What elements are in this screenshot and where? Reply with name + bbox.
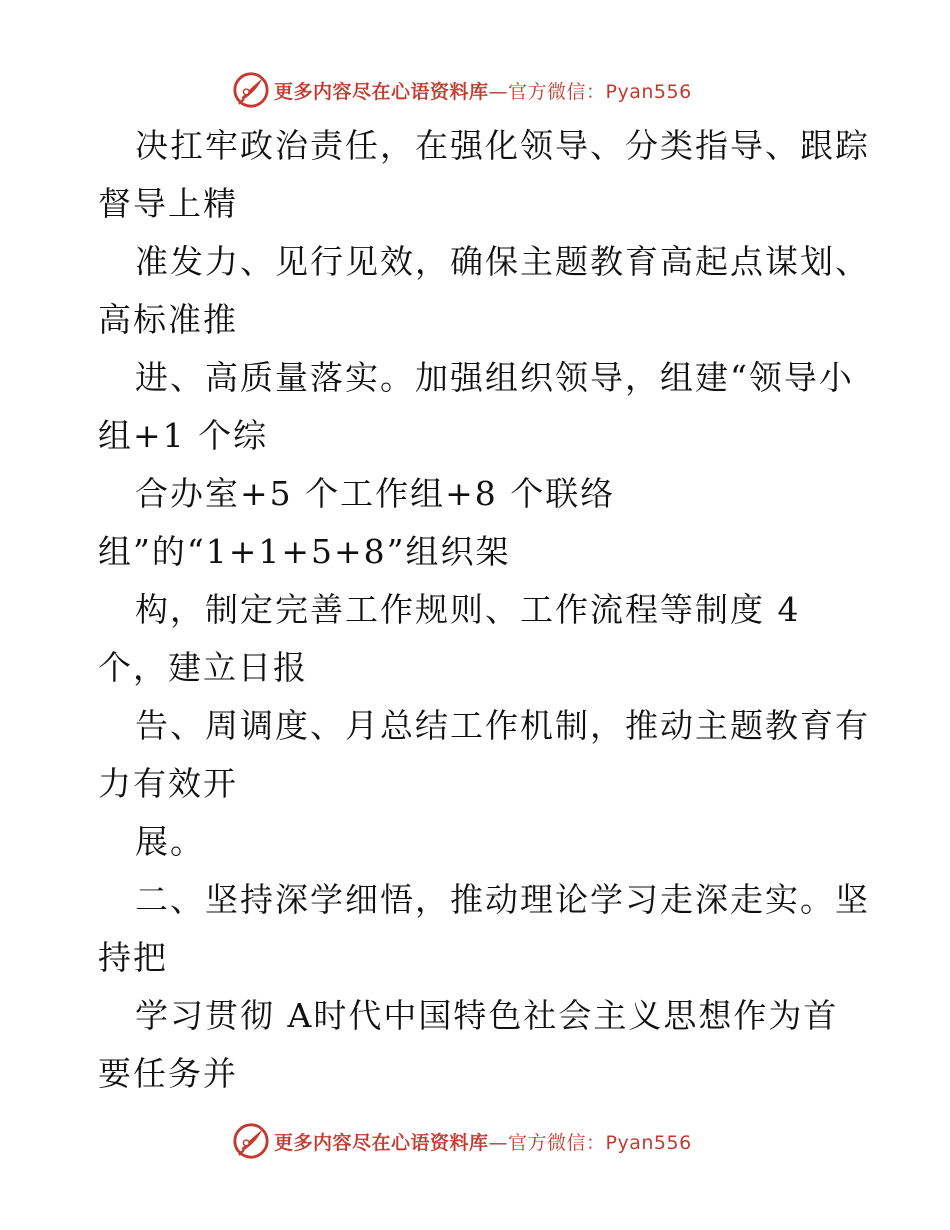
footer-banner-text: [274, 1128, 692, 1155]
text-line: 持把: [98, 938, 168, 977]
header-banner-text: [274, 77, 692, 104]
text-line: 合办室+5 个工作组+8 个联络: [135, 474, 616, 513]
header-banner: [232, 70, 692, 110]
text-line: 告、周调度、月总结工作机制，推动主题教育有: [135, 706, 870, 745]
header-wechat-handle: Pyan556: [605, 80, 692, 103]
header-brand-text: 更多内容尽在心语资料库: [274, 80, 489, 103]
footer-wechat-handle: Pyan556: [605, 1131, 692, 1154]
text-line: 构，制定完善工作规则、工作流程等制度 4: [135, 590, 801, 629]
footer-brand-text: 更多内容尽在心语资料库: [274, 1131, 489, 1154]
text-line: 二、坚持深学细悟，推动理论学习走深走实。坚: [135, 880, 870, 919]
header-official-label: 官方微信：: [508, 80, 606, 103]
footer-dash: —: [488, 1131, 509, 1154]
footer-banner: [232, 1121, 692, 1161]
text-line: 决扛牢政治责任，在强化领导、分类指导、跟踪: [135, 126, 870, 165]
footer-official-label: 官方微信：: [508, 1131, 606, 1154]
text-line: 组+1 个综: [98, 416, 269, 455]
text-line: 督导上精: [98, 184, 238, 223]
text-line: 要任务并: [98, 1054, 238, 1093]
text-line: 高标准推: [98, 300, 238, 339]
text-line: 展。: [135, 822, 205, 861]
text-line: 准发力、见行见效，确保主题教育高起点谋划、: [135, 242, 870, 281]
text-line: 个，建立日报: [98, 648, 308, 687]
text-line: 学习贯彻 A时代中国特色社会主义思想作为首: [135, 996, 839, 1035]
quill-logo-icon: [232, 71, 270, 109]
text-line: 组”的“1+1+5+8”组织架: [98, 532, 511, 571]
quill-logo-icon: [232, 1122, 270, 1160]
text-line: 进、高质量落实。加强组织领导，组建“领导小: [135, 358, 854, 397]
text-line: 力有效开: [98, 764, 238, 803]
header-dash: —: [488, 80, 509, 103]
